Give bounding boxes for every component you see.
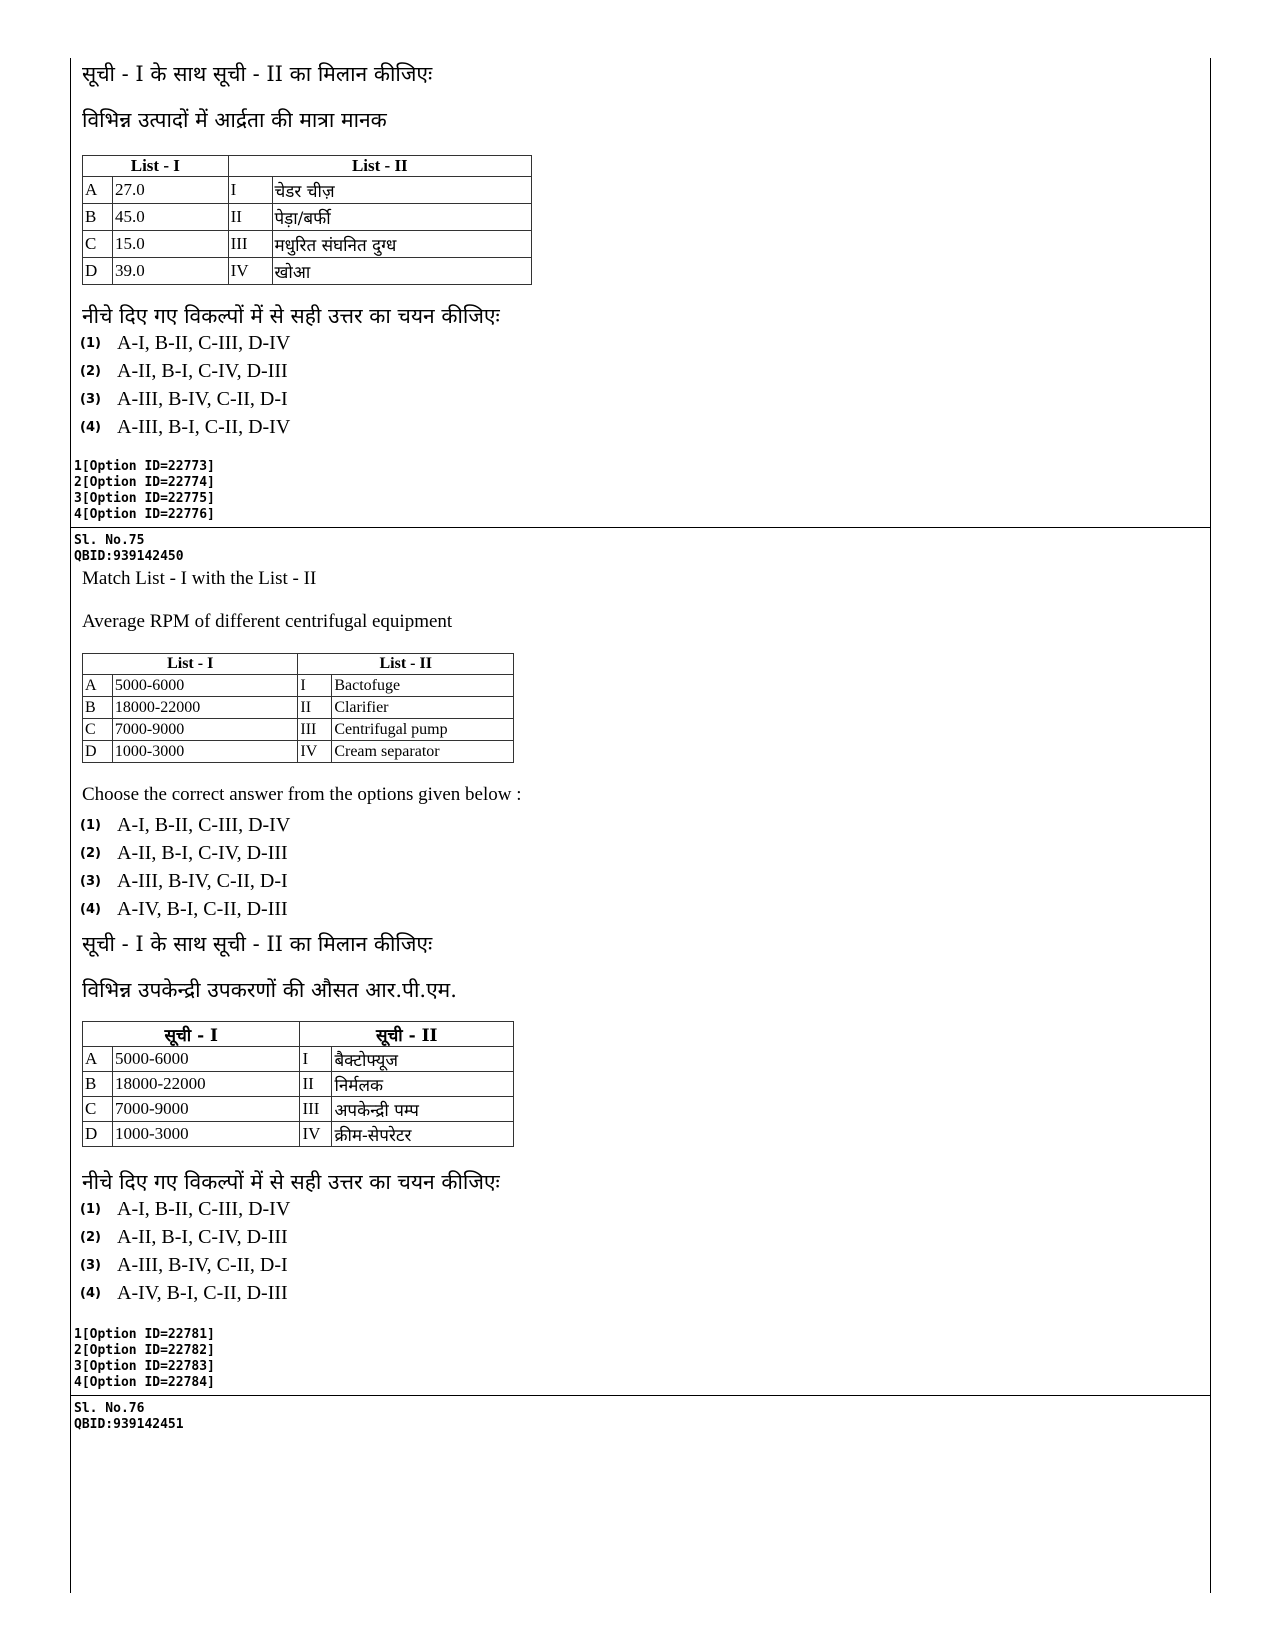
row-key: D [83, 1122, 113, 1147]
serial-number: Sl. No.75 [74, 533, 145, 548]
row-value: 1000-3000 [112, 1122, 300, 1147]
row-value: 27.0 [112, 177, 228, 204]
row-numeral: I [298, 675, 332, 697]
option-text: A-I, B-II, C-III, D-IV [117, 332, 291, 354]
table-row [83, 1097, 514, 1122]
row-key: A [83, 1047, 113, 1072]
row-key: C [83, 231, 113, 258]
q75-choose-hindi: नीचे दिए गए विकल्पों में से सही उत्तर का चयन कीजिएः [82, 1170, 500, 1194]
option-4 [80, 1282, 288, 1305]
row-value: 18000-22000 [112, 697, 297, 719]
q74-subtitle-hindi: विभिन्न उत्पादों में आर्द्रता की मात्रा मानक [82, 108, 387, 132]
option-number: (1) [80, 818, 101, 833]
row-equipment: अपकेन्द्री पम्प [332, 1097, 514, 1122]
row-product: चेडर चीज़ [272, 177, 531, 204]
option-id: 1[Option ID=22773] [74, 459, 215, 474]
option-number: (1) [80, 336, 101, 351]
table-row [83, 258, 532, 285]
row-key: B [83, 697, 113, 719]
option-1 [80, 332, 290, 355]
table-header-list-2: List - II [298, 654, 514, 675]
table-header-list-1: List - I [83, 156, 229, 177]
q76-header [74, 1401, 184, 1433]
question-bank-id: QBID:939142451 [74, 1417, 184, 1432]
q74-intro-hindi: सूची - I के साथ सूची - II का मिलान कीजिएः [82, 62, 433, 86]
option-number: (3) [80, 874, 101, 889]
option-number: (1) [80, 1202, 101, 1217]
option-number: (4) [80, 420, 101, 435]
row-value: 15.0 [112, 231, 228, 258]
table-row [83, 204, 532, 231]
option-id: 1[Option ID=22781] [74, 1327, 215, 1342]
row-numeral: I [300, 1047, 332, 1072]
option-id: 4[Option ID=22784] [74, 1375, 215, 1390]
row-numeral: II [298, 697, 332, 719]
option-number: (3) [80, 1258, 101, 1273]
q75-choose-english: Choose the correct answer from the options given below : [82, 784, 522, 805]
row-key: B [83, 1072, 113, 1097]
serial-number: Sl. No.76 [74, 1401, 145, 1416]
row-product: खोआ [272, 258, 531, 285]
q75-subtitle-english: Average RPM of different centrifugal equipment [82, 611, 453, 632]
option-2 [80, 360, 288, 383]
option-2 [80, 1226, 288, 1249]
q75-intro-hindi: सूची - I के साथ सूची - II का मिलान कीजिएः [82, 932, 433, 956]
row-equipment: Cream separator [332, 741, 514, 763]
table-row [83, 697, 514, 719]
option-text: A-III, B-IV, C-II, D-I [117, 388, 288, 410]
option-text: A-I, B-II, C-III, D-IV [117, 1198, 291, 1220]
option-number: (2) [80, 364, 101, 379]
option-text: A-III, B-I, C-II, D-IV [117, 416, 291, 438]
row-equipment: क्रीम-सेपरेटर [332, 1122, 514, 1147]
row-key: D [83, 741, 113, 763]
table-header-list-2: सूची - II [300, 1022, 514, 1047]
row-equipment: निर्मलक [332, 1072, 514, 1097]
row-numeral: IV [298, 741, 332, 763]
option-id: 2[Option ID=22782] [74, 1343, 215, 1358]
option-number: (4) [80, 902, 101, 917]
option-text: A-II, B-I, C-IV, D-III [117, 360, 288, 382]
row-key: A [83, 177, 113, 204]
table-row [83, 1072, 514, 1097]
q75-subtitle-hindi: विभिन्न उपकेन्द्री उपकरणों की औसत आर.पी.एम. [82, 978, 457, 1002]
table-row [83, 675, 514, 697]
q75-intro-english: Match List - I with the List - II [82, 568, 317, 589]
row-product: पेड़ा/बर्फी [272, 204, 531, 231]
q74-match-table [82, 155, 532, 285]
row-value: 5000-6000 [112, 1047, 300, 1072]
row-numeral: III [300, 1097, 332, 1122]
table-row [83, 231, 532, 258]
table-row [83, 1047, 514, 1072]
row-value: 1000-3000 [112, 741, 297, 763]
row-equipment: Bactofuge [332, 675, 514, 697]
option-text: A-II, B-I, C-IV, D-III [117, 842, 288, 864]
row-value: 45.0 [112, 204, 228, 231]
question-divider [70, 1395, 1211, 1396]
option-text: A-III, B-IV, C-II, D-I [117, 870, 288, 892]
right-border [1210, 58, 1211, 1593]
q75-match-table-hindi [82, 1021, 514, 1147]
option-text: A-III, B-IV, C-II, D-I [117, 1254, 288, 1276]
option-id: 3[Option ID=22775] [74, 491, 215, 506]
option-1 [80, 1198, 290, 1221]
table-header-list-1: List - I [83, 654, 298, 675]
row-value: 18000-22000 [112, 1072, 300, 1097]
row-numeral: III [298, 719, 332, 741]
option-text: A-IV, B-I, C-II, D-III [117, 898, 288, 920]
row-key: C [83, 1097, 113, 1122]
row-key: C [83, 719, 113, 741]
row-key: D [83, 258, 113, 285]
table-row [83, 1122, 514, 1147]
q74-option-ids [74, 459, 215, 523]
table-row [83, 719, 514, 741]
option-number: (3) [80, 392, 101, 407]
option-text: A-IV, B-I, C-II, D-III [117, 1282, 288, 1304]
row-numeral: II [300, 1072, 332, 1097]
option-2 [80, 842, 288, 865]
row-numeral: I [228, 177, 272, 204]
q75-option-ids [74, 1327, 215, 1391]
q75-header [74, 533, 184, 565]
option-3 [80, 1254, 288, 1277]
row-key: A [83, 675, 113, 697]
option-4 [80, 898, 288, 921]
option-number: (2) [80, 846, 101, 861]
row-value: 7000-9000 [112, 719, 297, 741]
option-3 [80, 870, 288, 893]
option-id: 2[Option ID=22774] [74, 475, 215, 490]
option-id: 3[Option ID=22783] [74, 1359, 215, 1374]
option-number: (4) [80, 1286, 101, 1301]
option-number: (2) [80, 1230, 101, 1245]
table-row [83, 741, 514, 763]
row-equipment: Centrifugal pump [332, 719, 514, 741]
question-bank-id: QBID:939142450 [74, 549, 184, 564]
row-numeral: IV [228, 258, 272, 285]
option-4 [80, 416, 290, 439]
option-text: A-I, B-II, C-III, D-IV [117, 814, 291, 836]
left-border [70, 58, 71, 1593]
row-key: B [83, 204, 113, 231]
table-header-list-2: List - II [228, 156, 531, 177]
q75-match-table-english [82, 653, 514, 763]
row-value: 7000-9000 [112, 1097, 300, 1122]
option-1 [80, 814, 290, 837]
row-numeral: III [228, 231, 272, 258]
row-numeral: IV [300, 1122, 332, 1147]
option-id: 4[Option ID=22776] [74, 507, 215, 522]
row-product: मधुरित संघनित दुग्ध [272, 231, 531, 258]
question-divider [70, 527, 1211, 528]
option-3 [80, 388, 288, 411]
row-value: 5000-6000 [112, 675, 297, 697]
table-header-list-1: सूची - I [83, 1022, 300, 1047]
table-row [83, 177, 532, 204]
row-equipment: बैक्टोफ्यूज [332, 1047, 514, 1072]
row-value: 39.0 [112, 258, 228, 285]
q74-choose-hindi: नीचे दिए गए विकल्पों में से सही उत्तर का चयन कीजिएः [82, 304, 500, 328]
option-text: A-II, B-I, C-IV, D-III [117, 1226, 288, 1248]
row-equipment: Clarifier [332, 697, 514, 719]
row-numeral: II [228, 204, 272, 231]
